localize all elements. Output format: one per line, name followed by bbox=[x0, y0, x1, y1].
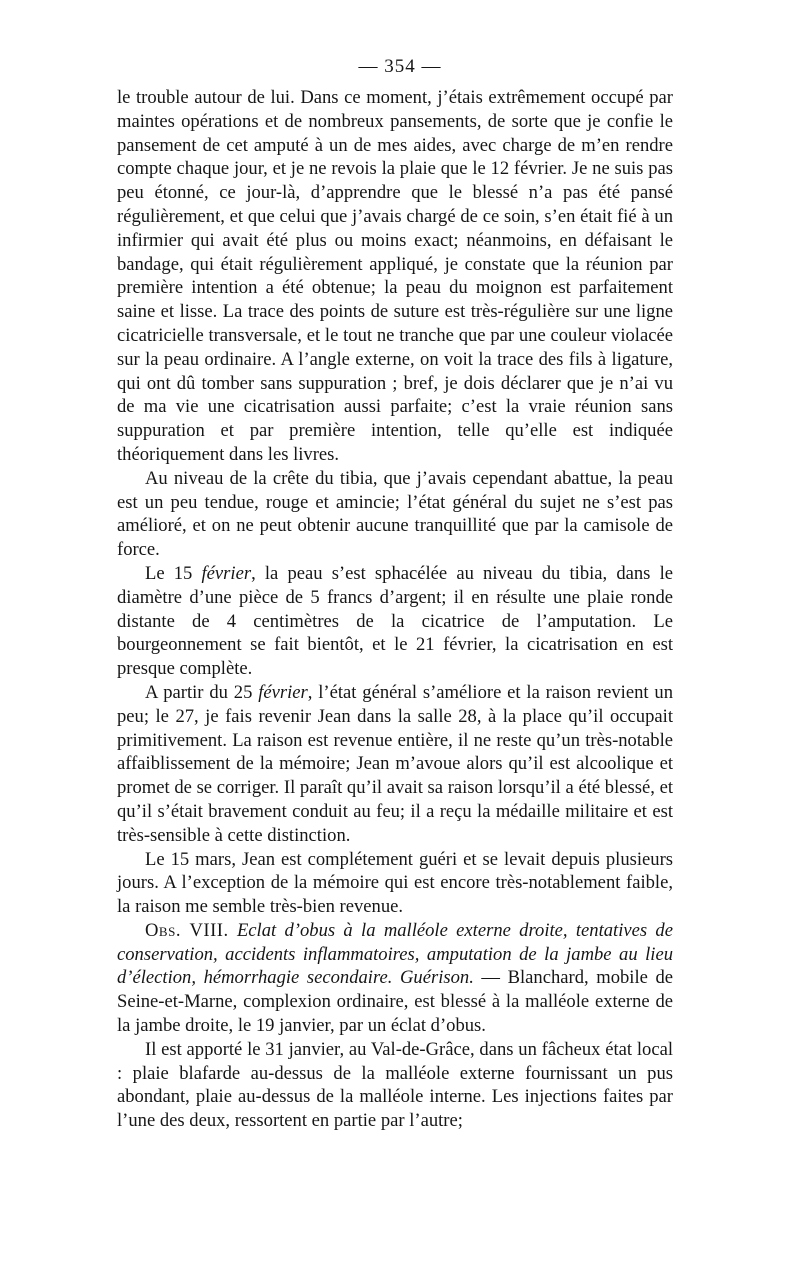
paragraph-1: le trouble autour de lui. Dans ce moment, j’étais extrêmement occupé par maintes opérations et de nombreux pansements, de sorte que je confie le pansement de cet amputé à un de mes aides, avec charge de m’en rendre compte chaque jour, et je ne revois la plaie que le 12 février. Je ne suis pas peu étonné, ce jour-là, d’apprendre que le blessé n’a pas été pansé régulièrement, et que celui que j’avais chargé de ce soin, s’en était fié à un infirmier qui avait été plus ou moins exact; néanmoins, en défaisant le bandage, qui était régulièrement appliqué, je constate que la réunion par première intention a été obtenue; la peau du moignon est parfaitement saine et lisse. La trace des points de suture est très-régulière sur une ligne cicatricielle transversale, et le tout ne tranche que par une couleur violacée sur la peau ordinaire. A l’angle externe, on voit la trace des fils à ligature, qui ont dû tomber sans suppuration ; bref, je dois déclarer que je n’ai vu de ma vie une cicatrisation aussi parfaite; c’est la vraie réunion sans suppuration et par première intention, telle qu’elle est indiquée théoriquement dans les livres. bbox=[117, 87, 673, 465]
paragraph-3-month: février bbox=[201, 562, 252, 584]
paragraph-3-start: Le 15 bbox=[145, 562, 202, 584]
paragraph-3 bbox=[117, 562, 673, 681]
observation-text: — Blanchard, mobile de Seine-et-Marne, complexion ordinaire, est blessé à la malléole externe de la jambe droite, le 19 janvier, par un éclat d’obus. bbox=[117, 967, 673, 1037]
paragraph-4-rest: , l’état général s’améliore et la raison revient un peu; le 27, je fais revenir Jean dans la salle 28, à la place qu’il occupait primitivement. La raison est revenue entière, il ne reste qu’un très-notable affaiblissement de la mémoire; Jean m’avoue alors qu’il est alcoolique et promet de se corriger. Il paraît qu’il avait sa raison lorsqu’il a été blessé, et qu’il s’était bravement conduit au feu; il a reçu la médaille militaire et est très-sensible à cette distinction. bbox=[117, 681, 673, 846]
paragraph-5: Le 15 mars, Jean est complétement guéri et se levait depuis plusieurs jours. A l’exception de la mémoire qui est encore très-notablement faible, la raison me semble très-bien revenue. bbox=[117, 848, 673, 918]
observation-title: Eclat d’obus à la malléole externe droite, tentatives de conservation, accidents inflammatoires, amputation de la jambe au lieu d’élection, hémorrhagie secondaire. Guérison. bbox=[117, 919, 673, 989]
paragraph-closing: Il est apporté le 31 janvier, au Val-de-Grâce, dans un fâcheux état local : plaie blafarde au-dessus de la malléole externe fournissant un pus abondant, plaie au-dessus de la malléole interne. Les injections faites par l’une des deux, ressortent en partie par l’autre; bbox=[117, 1038, 673, 1132]
paragraph-4-start: A partir du 25 bbox=[145, 681, 259, 703]
paragraph-4 bbox=[117, 681, 673, 848]
body-text bbox=[117, 86, 673, 1133]
paragraph-3-rest: , la peau s’est sphacélée au niveau du tibia, dans le diamètre d’une pièce de 5 francs d’argent; il en résulte une plaie ronde distante de 4 centimètres de la cicatrice de l’amputation. Le bourgeonnement se fait bientôt, et le 21 février, la cicatrisation en est presque complète. bbox=[117, 562, 673, 680]
paragraph-4-month: février bbox=[258, 681, 308, 703]
paragraph-2: Au niveau de la crête du tibia, que j’avais cependant abattue, la peau est un peu tendue, rouge et amincie; l’état général du sujet ne s’est pas amélioré, et on ne peut obtenir aucune tranquillité que par la camisole de force. bbox=[117, 467, 673, 561]
observation-label: Obs. VIII. bbox=[145, 919, 229, 941]
observation-heading bbox=[117, 919, 673, 1038]
page-number: — 354 — bbox=[358, 56, 442, 77]
